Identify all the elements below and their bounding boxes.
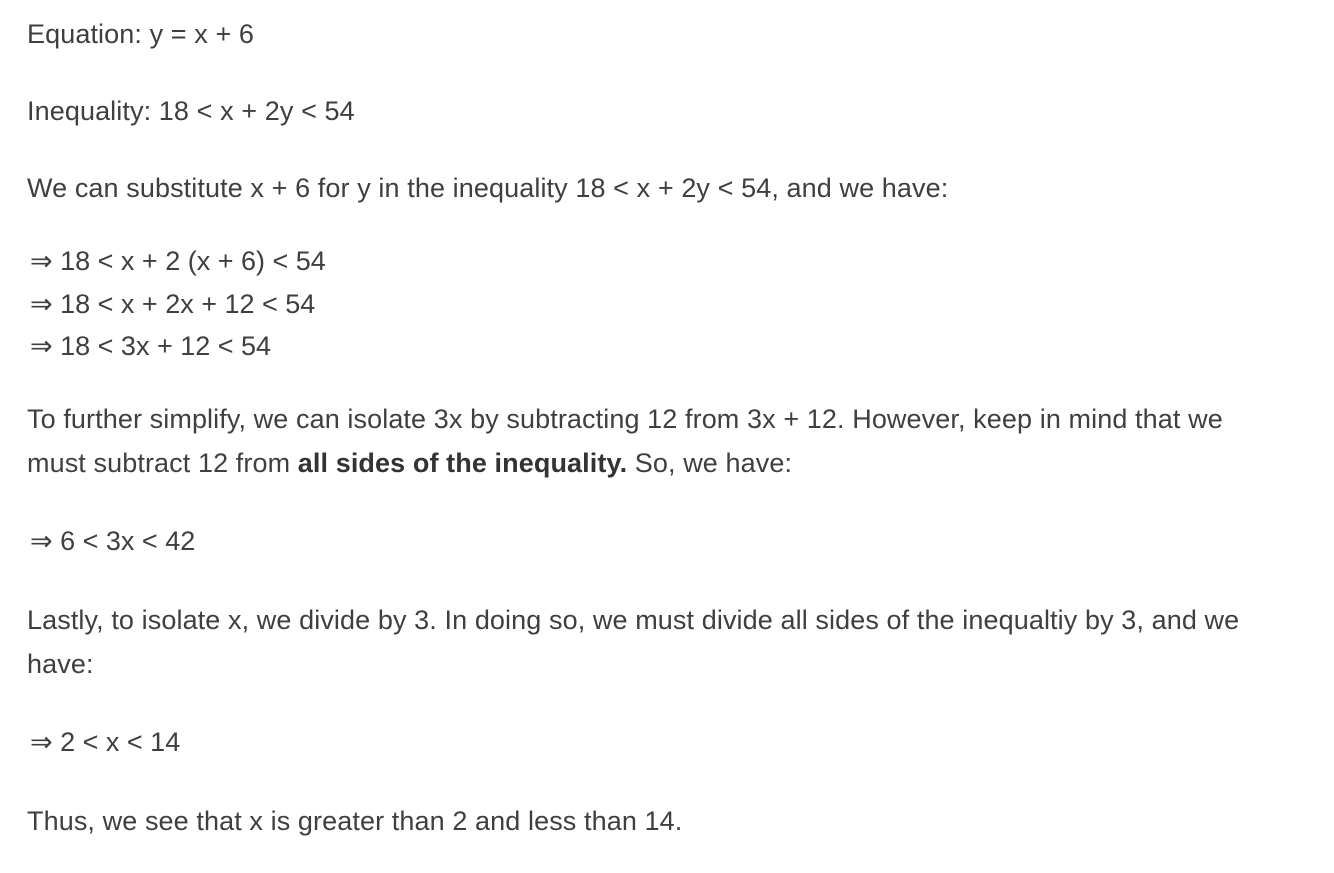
math-step-4: ⇒ 6 < 3x < 42 [30, 526, 196, 556]
inequality-line: Inequality: 18 < x + 2y < 54 [27, 96, 355, 126]
simplify-text-end: So, we have: [627, 448, 793, 478]
simplify-paragraph-line-2 [27, 441, 792, 485]
math-step-2: ⇒ 18 < x + 2x + 12 < 54 [30, 289, 316, 319]
divide-paragraph-line-1: Lastly, to isolate x, we divide by 3. In doing so, we must divide all sides of the inequaltiy by 3, and we [27, 605, 1240, 635]
emphasis-text: all sides of the inequality. [297, 448, 628, 478]
math-step-1: ⇒ 18 < x + 2 (x + 6) < 54 [30, 246, 326, 276]
substitute-paragraph: We can substitute x + 6 for y in the inequality 18 < x + 2y < 54, and we have: [27, 173, 949, 203]
math-step-5: ⇒ 2 < x < 14 [30, 727, 181, 757]
simplify-paragraph-line-1: To further simplify, we can isolate 3x by subtracting 12 from 3x + 12. However, keep in mind that we [27, 404, 1223, 434]
divide-paragraph-line-2: have: [27, 649, 94, 679]
math-step-3: ⇒ 18 < 3x + 12 < 54 [30, 331, 272, 361]
simplify-text-start: must subtract 12 from [27, 448, 298, 478]
equation-line: Equation: y = x + 6 [27, 19, 255, 49]
conclusion-paragraph: Thus, we see that x is greater than 2 and less than 14. [27, 806, 683, 836]
